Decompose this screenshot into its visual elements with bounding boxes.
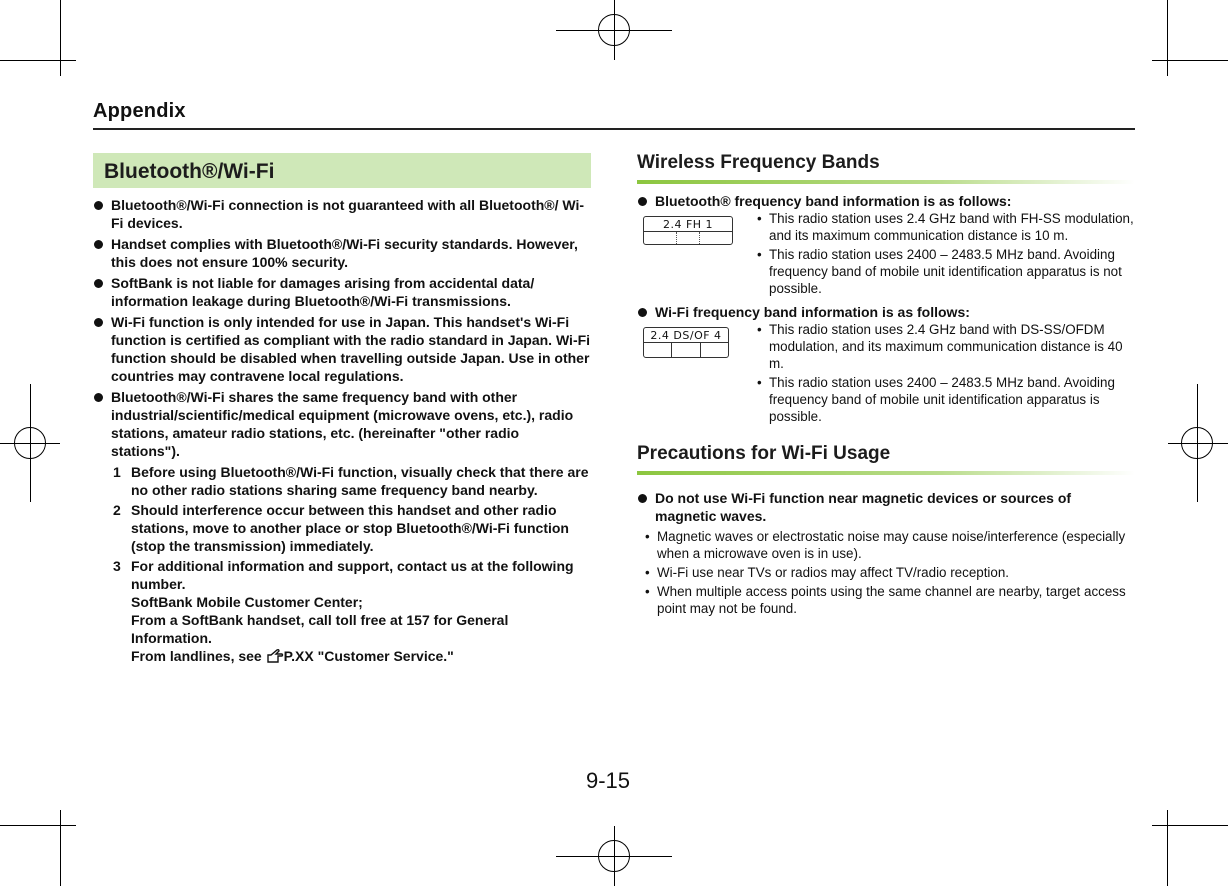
note-item: • This radio station uses 2.4 GHz band with DS-SS/OFDM modulation, and its maximum communication distance is 40 m. — [755, 321, 1135, 372]
landline-prefix: From landlines, see — [131, 648, 266, 664]
left-column — [93, 153, 591, 668]
bullet-item: Handset complies with Bluetooth®/Wi-Fi security standards. However, this does not ensure 100% security. — [93, 235, 591, 271]
support-handset: From a SoftBank handset, call toll free at 157 for General Information. — [131, 612, 509, 646]
step-text: For additional information and support, contact us at the following number. — [131, 558, 574, 592]
wifi-frequency-label: 2.4 DS/OF 4 — [643, 327, 729, 358]
pointing-hand-icon — [266, 648, 284, 668]
step-number: 3 — [113, 558, 121, 574]
section-title-frequency-bands: Wireless Frequency Bands — [637, 152, 880, 173]
note-item: • This radio station uses 2.4 GHz band with FH-SS modulation, and its maximum communication distance is 10 m. — [755, 210, 1135, 244]
bt-frequency-label: 2.4 FH 1 — [643, 216, 733, 245]
note-item: • Magnetic waves or electrostatic noise may cause noise/interference (especially when a microwave oven is in use). — [643, 528, 1135, 562]
step-text: Should interference occur between this handset and other radio stations, move to another place or stop Bluetooth®/Wi-Fi function (stop the transmission) immediately. — [131, 502, 569, 554]
section-title-wifi-precautions: Precautions for Wi-Fi Usage — [637, 443, 891, 464]
note-item: • This radio station uses 2400 – 2483.5 MHz band. Avoiding frequency band of mobile unit identification apparatus is not possible. — [755, 246, 1135, 297]
wifi-frequency-intro: Wi-Fi frequency band information is as follows: — [637, 303, 1135, 321]
section-header: Appendix — [93, 100, 186, 122]
wifi-frequency-block — [637, 321, 1135, 427]
note-item: • Wi-Fi use near TVs or radios may affect TV/radio reception. — [643, 564, 1135, 581]
precaution-warning: Do not use Wi-Fi function near magnetic devices or sources of magnetic waves. — [637, 489, 1135, 525]
header-rule — [93, 128, 1135, 130]
bt-frequency-intro: Bluetooth® frequency band information is as follows: — [637, 192, 1135, 210]
bullet-item: Bluetooth®/Wi-Fi shares the same frequency band with other industrial/scientific/medical equipment (microwave ovens, etc.), radio stations, amateur radio stations, etc. (hereinafter "other radio stations"). — [93, 388, 591, 460]
section-title-bluetooth-wifi: Bluetooth®/Wi-Fi — [93, 153, 591, 188]
cross-reference-link[interactable]: P.XX "Customer Service." — [283, 648, 454, 664]
step-number: 2 — [113, 502, 121, 518]
note-item: • This radio station uses 2400 – 2483.5 MHz band. Avoiding frequency band of mobile unit identification apparatus is possible. — [755, 374, 1135, 425]
heading-rule — [637, 180, 1135, 184]
page-number: 9-15 — [586, 768, 631, 793]
right-column — [637, 150, 1135, 619]
bt-frequency-block — [637, 210, 1135, 299]
numbered-step — [93, 557, 591, 593]
bullet-item: Wi-Fi function is only intended for use in Japan. This handset's Wi-Fi function is certified as compliant with the radio standard in Japan. Wi-Fi function should be disabled when travelling outside Japan. Use in other countries may contravene local regulations. — [93, 313, 591, 385]
bullet-item: SoftBank is not liable for damages arising from accidental data/ information leakage during Bluetooth®/Wi-Fi transmissions. — [93, 274, 591, 310]
bullet-item: Bluetooth®/Wi-Fi connection is not guaranteed with all Bluetooth®/ Wi-Fi devices. — [93, 196, 591, 232]
step-number: 1 — [113, 464, 121, 480]
step-text: Before using Bluetooth®/Wi-Fi function, visually check that there are no other radio stations sharing same frequency band nearby. — [131, 464, 589, 498]
numbered-step — [93, 501, 591, 555]
numbered-step — [93, 463, 591, 499]
support-center: SoftBank Mobile Customer Center; — [131, 594, 363, 610]
note-item: • When multiple access points using the same channel are nearby, target access point may not be found. — [643, 583, 1135, 617]
heading-rule — [637, 471, 1135, 475]
support-landline — [93, 647, 591, 668]
